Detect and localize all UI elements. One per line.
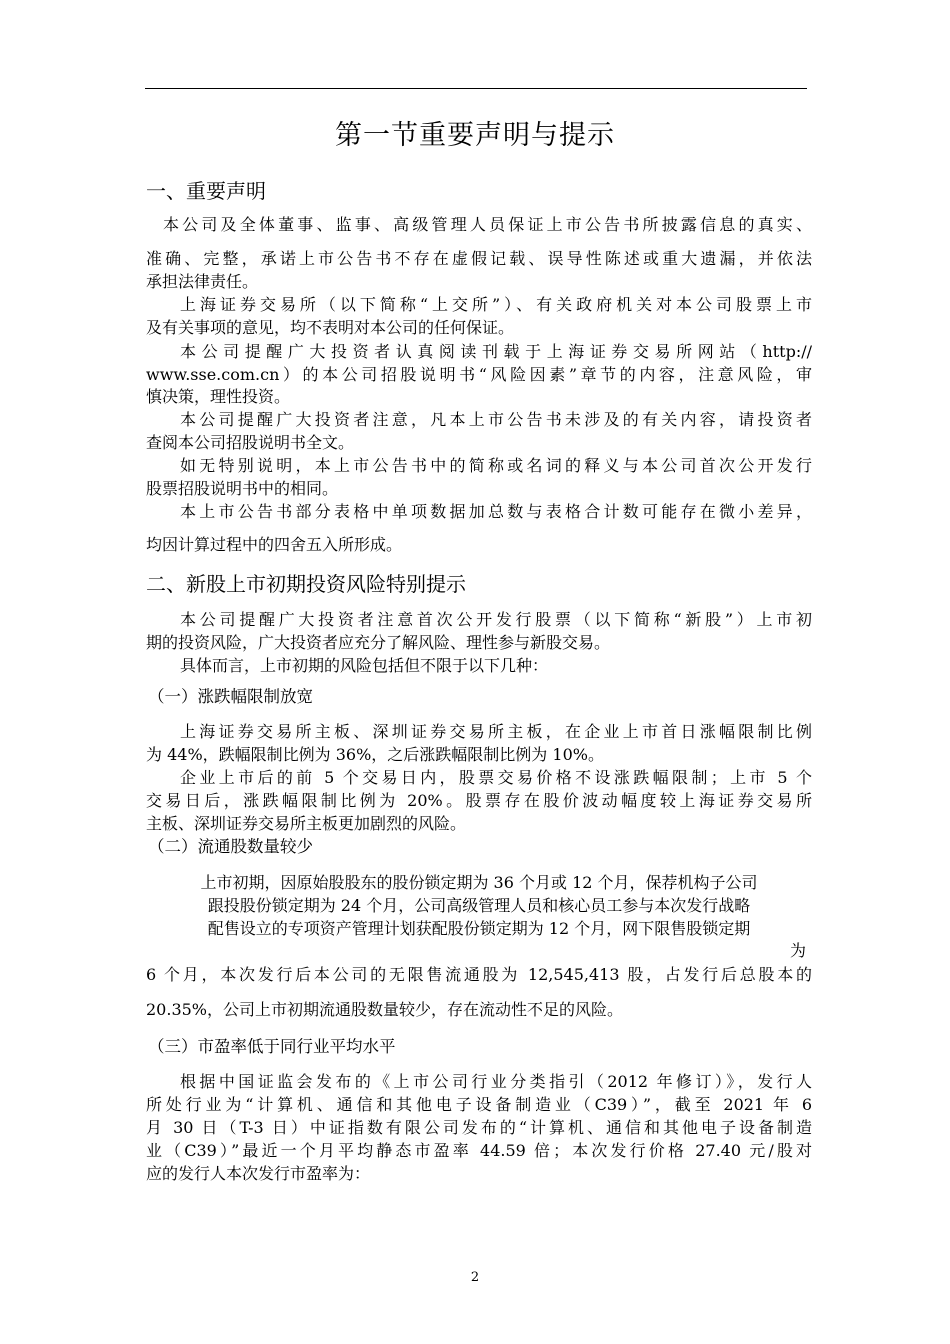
paragraph-line: 如无特别说明，本上市公告书中的简称或名词的释义与本公司首次公开发行 [180, 456, 812, 475]
subsection-heading: （二）流通股数量较少 [148, 837, 313, 856]
paragraph-line: 承担法律责任。 [146, 272, 259, 291]
paragraph-line: 企业上市后的前 5 个交易日内，股票交易价格不设涨跌幅限制；上市 5 个 [180, 768, 812, 787]
paragraph-line: 月 30 日（T-3 日）中证指数有限公司发布的“计算机、通信和其他电子设备制造 [146, 1118, 812, 1137]
paragraph-line: 6 个月，本次发行后本公司的无限售流通股为 12,545,413 股，占发行后总股本的 [146, 965, 812, 984]
paragraph-line: 均因计算过程中的四舍五入所形成。 [146, 535, 403, 554]
paragraph-line: 具体而言，上市初期的风险包括但不限于以下几种： [180, 656, 549, 675]
subsection-heading: （一）涨跌幅限制放宽 [148, 687, 313, 706]
header-rule [145, 88, 807, 89]
paragraph-line: 本公司提醒广大投资者注意，凡本上市公告书未涉及的有关内容，请投资者 [180, 410, 812, 429]
page-number: 2 [470, 1270, 480, 1285]
paragraph-line: 跟投股份锁定期为 24 个月，公司高级管理人员和核心员工参与本次发行战略 [207, 896, 751, 915]
paragraph-line: 本上市公告书部分表格中单项数据加总数与表格合计数可能存在微小差异， [180, 502, 812, 521]
paragraph-line: 主板、深圳证券交易所主板更加剧烈的风险。 [146, 814, 467, 833]
paragraph-line: 本公司及全体董事、监事、高级管理人员保证上市公告书所披露信息的真实、 [163, 215, 812, 234]
subsection-heading: （三）市盈率低于同行业平均水平 [148, 1037, 396, 1056]
paragraph-line: 20.35%，公司上市初期流通股数量较少，存在流动性不足的风险。 [146, 1000, 624, 1019]
paragraph-line: 及有关事项的意见，均不表明对本公司的任何保证。 [146, 318, 515, 337]
paragraph-line: 上海证券交易所（以下简称“上交所”）、有关政府机关对本公司股票上市 [180, 295, 812, 314]
page-title: 第一节重要声明与提示 [335, 120, 615, 151]
paragraph-line: 准确、完整，承诺上市公告书不存在虚假记载、误导性陈述或重大遗漏，并依法 [146, 249, 812, 268]
paragraph-line: 本公司提醒广大投资者注意首次公开发行股票（以下简称“新股”）上市初 [180, 610, 812, 629]
paragraph-line: 股票招股说明书中的相同。 [146, 479, 339, 498]
paragraph-line: 为 44%，跌幅限制比例为 36%，之后涨跌幅限制比例为 10%。 [146, 745, 604, 764]
paragraph-line: 期的投资风险，广大投资者应充分了解风险、理性参与新股交易。 [146, 633, 611, 652]
paragraph-line: 业（C39）”最近一个月平均静态市盈率 44.59 倍；本次发行价格 27.40 元/股对 [146, 1141, 812, 1160]
paragraph-line: www.sse.com.cn）的本公司招股说明书“风险因素”章节的内容，注意风险，审 [146, 365, 812, 384]
paragraph-line: 为 [789, 941, 806, 960]
paragraph-line: 交易日后，涨跌幅限制比例为 20%。股票存在股价波动幅度较上海证券交易所 [146, 791, 812, 810]
paragraph-line: 本公司提醒广大投资者认真阅读刊载于上海证券交易所网站（http:// [180, 342, 812, 361]
paragraph-line: 应的发行人本次发行市盈率为： [146, 1164, 371, 1183]
paragraph-line: 慎决策，理性投资。 [146, 387, 291, 406]
section-heading: 一、重要声明 [146, 179, 266, 203]
section-heading: 二、新股上市初期投资风险特别提示 [146, 572, 466, 596]
paragraph-line: 查阅本公司招股说明书全文。 [146, 433, 355, 452]
paragraph-line: 配售设立的专项资产管理计划获配股份锁定期为 12 个月，网下限售股锁定期 [207, 919, 751, 938]
paragraph-line: 上市初期，因原始股股东的股份锁定期为 36 个月或 12 个月，保荐机构子公司 [200, 873, 758, 892]
paragraph-line: 所处行业为“计算机、通信和其他电子设备制造业（C39）”，截至 2021 年 6 [146, 1095, 812, 1114]
paragraph-line: 上海证券交易所主板、深圳证券交易所主板，在企业上市首日涨幅限制比例 [180, 722, 812, 741]
paragraph-line: 根据中国证监会发布的《上市公司行业分类指引（2012 年修订）》，发行人 [180, 1072, 812, 1091]
